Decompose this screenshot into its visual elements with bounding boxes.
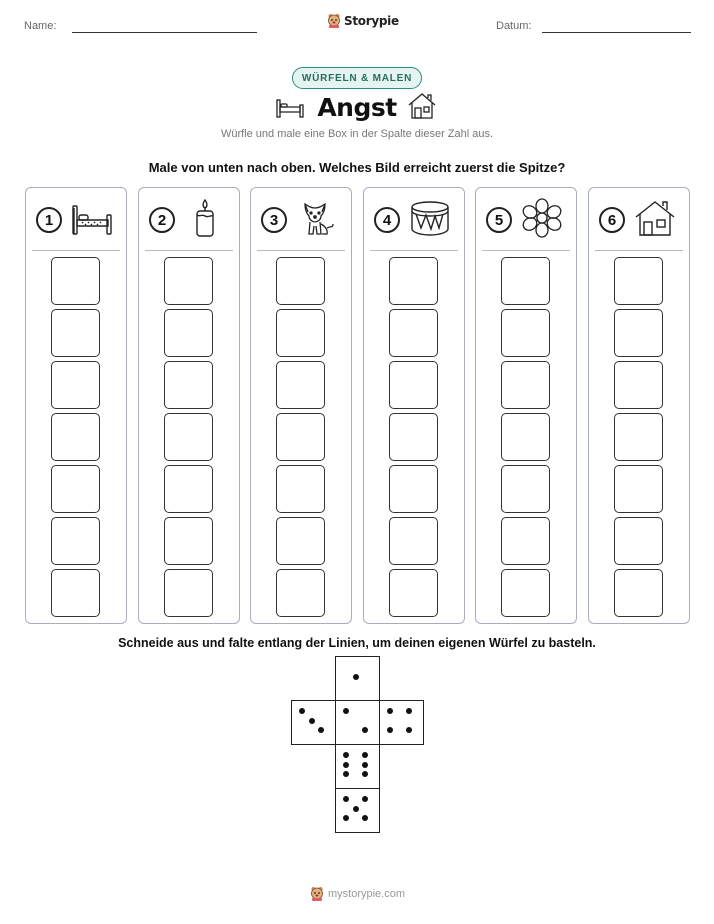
color-box[interactable] xyxy=(276,569,325,617)
die-face-4 xyxy=(379,700,424,745)
flower-icon xyxy=(520,198,564,243)
color-box[interactable] xyxy=(276,257,325,305)
color-box[interactable] xyxy=(614,569,663,617)
date-label: Datum: xyxy=(496,20,532,32)
column-number: 5 xyxy=(486,207,512,233)
color-box[interactable] xyxy=(501,413,550,461)
column-divider xyxy=(595,250,683,251)
die-pip xyxy=(387,727,393,733)
column-number: 6 xyxy=(599,207,625,233)
color-box[interactable] xyxy=(51,413,100,461)
column-6 xyxy=(588,187,690,624)
bed-icon xyxy=(70,198,114,243)
color-box[interactable] xyxy=(276,465,325,513)
column-2 xyxy=(138,187,240,624)
candle-icon xyxy=(183,198,227,243)
color-box[interactable] xyxy=(614,309,663,357)
die-pip xyxy=(362,727,368,733)
color-box[interactable] xyxy=(389,361,438,409)
page-title: Angst xyxy=(317,93,397,122)
color-box[interactable] xyxy=(389,569,438,617)
color-box[interactable] xyxy=(614,465,663,513)
house-icon xyxy=(633,198,677,243)
die-face-6 xyxy=(335,744,380,789)
footer xyxy=(310,886,405,901)
color-box[interactable] xyxy=(501,517,550,565)
die-pip xyxy=(353,806,359,812)
color-box[interactable] xyxy=(164,465,213,513)
date-line[interactable] xyxy=(542,32,691,33)
die-pip xyxy=(343,796,349,802)
drum-icon xyxy=(408,198,452,243)
color-box[interactable] xyxy=(276,361,325,409)
column-number: 1 xyxy=(36,207,62,233)
column-divider xyxy=(482,250,570,251)
column-divider xyxy=(257,250,345,251)
die-pip xyxy=(362,771,368,777)
die-face-3 xyxy=(291,700,336,745)
color-box[interactable] xyxy=(501,361,550,409)
brand-logo xyxy=(327,13,399,28)
column-divider xyxy=(145,250,233,251)
die-pip xyxy=(362,815,368,821)
subtitle: Würfle und male eine Box in der Spalte dieser Zahl aus. xyxy=(220,128,494,140)
color-box[interactable] xyxy=(164,309,213,357)
color-box[interactable] xyxy=(164,413,213,461)
brand-name: Storypie xyxy=(344,13,399,28)
die-face-2 xyxy=(335,700,380,745)
die-pip xyxy=(318,727,324,733)
die-pip xyxy=(406,708,412,714)
footer-url: mystorypie.com xyxy=(328,887,406,900)
column-number: 2 xyxy=(149,207,175,233)
color-box[interactable] xyxy=(501,569,550,617)
cut-instruction: Schneide aus und falte entlang der Linien, um deinen eigenen Würfel zu basteln. xyxy=(118,636,596,650)
die-pip xyxy=(362,762,368,768)
color-box[interactable] xyxy=(51,569,100,617)
die-face-1 xyxy=(335,656,380,701)
die-pip xyxy=(343,752,349,758)
column-number: 4 xyxy=(374,207,400,233)
die-pip xyxy=(406,727,412,733)
color-box[interactable] xyxy=(501,309,550,357)
column-divider xyxy=(370,250,458,251)
color-box[interactable] xyxy=(164,257,213,305)
die-pip xyxy=(299,708,305,714)
color-box[interactable] xyxy=(51,361,100,409)
name-label: Name: xyxy=(24,20,57,32)
column-5 xyxy=(475,187,577,624)
color-box[interactable] xyxy=(614,257,663,305)
column-header xyxy=(589,188,689,250)
activity-badge: WÜRFELN & MALEN xyxy=(292,67,422,89)
color-box[interactable] xyxy=(51,309,100,357)
color-box[interactable] xyxy=(389,465,438,513)
color-box[interactable] xyxy=(614,361,663,409)
column-header xyxy=(26,188,126,250)
column-header xyxy=(364,188,464,250)
column-3 xyxy=(250,187,352,624)
color-box[interactable] xyxy=(51,257,100,305)
color-box[interactable] xyxy=(501,465,550,513)
color-box[interactable] xyxy=(164,517,213,565)
color-box[interactable] xyxy=(276,517,325,565)
bed-icon xyxy=(275,95,305,119)
name-line[interactable] xyxy=(72,32,257,33)
color-box[interactable] xyxy=(276,413,325,461)
column-4 xyxy=(363,187,465,624)
column-header xyxy=(476,188,576,250)
color-box[interactable] xyxy=(389,309,438,357)
color-box[interactable] xyxy=(164,361,213,409)
die-pip xyxy=(353,674,359,680)
color-box[interactable] xyxy=(164,569,213,617)
color-box[interactable] xyxy=(614,517,663,565)
color-box[interactable] xyxy=(501,257,550,305)
column-number: 3 xyxy=(261,207,287,233)
die-pip xyxy=(387,708,393,714)
die-pip xyxy=(309,718,315,724)
die-face-5 xyxy=(335,788,380,833)
die-pip xyxy=(362,796,368,802)
storypie-mascot-icon xyxy=(327,13,341,28)
column-divider xyxy=(32,250,120,251)
color-box[interactable] xyxy=(614,413,663,461)
die-pip xyxy=(343,815,349,821)
column-header xyxy=(139,188,239,250)
die-pip xyxy=(343,708,349,714)
die-pip xyxy=(362,752,368,758)
house-icon xyxy=(407,92,437,120)
color-box[interactable] xyxy=(276,309,325,357)
column-1 xyxy=(25,187,127,624)
die-pip xyxy=(343,771,349,777)
color-box[interactable] xyxy=(51,517,100,565)
storypie-mascot-icon xyxy=(310,886,324,901)
color-box[interactable] xyxy=(389,257,438,305)
dog-icon xyxy=(295,198,339,243)
column-header xyxy=(251,188,351,250)
color-box[interactable] xyxy=(389,517,438,565)
instruction: Male von unten nach oben. Welches Bild erreicht zuerst die Spitze? xyxy=(148,160,566,175)
color-box[interactable] xyxy=(51,465,100,513)
color-box[interactable] xyxy=(389,413,438,461)
die-pip xyxy=(343,762,349,768)
